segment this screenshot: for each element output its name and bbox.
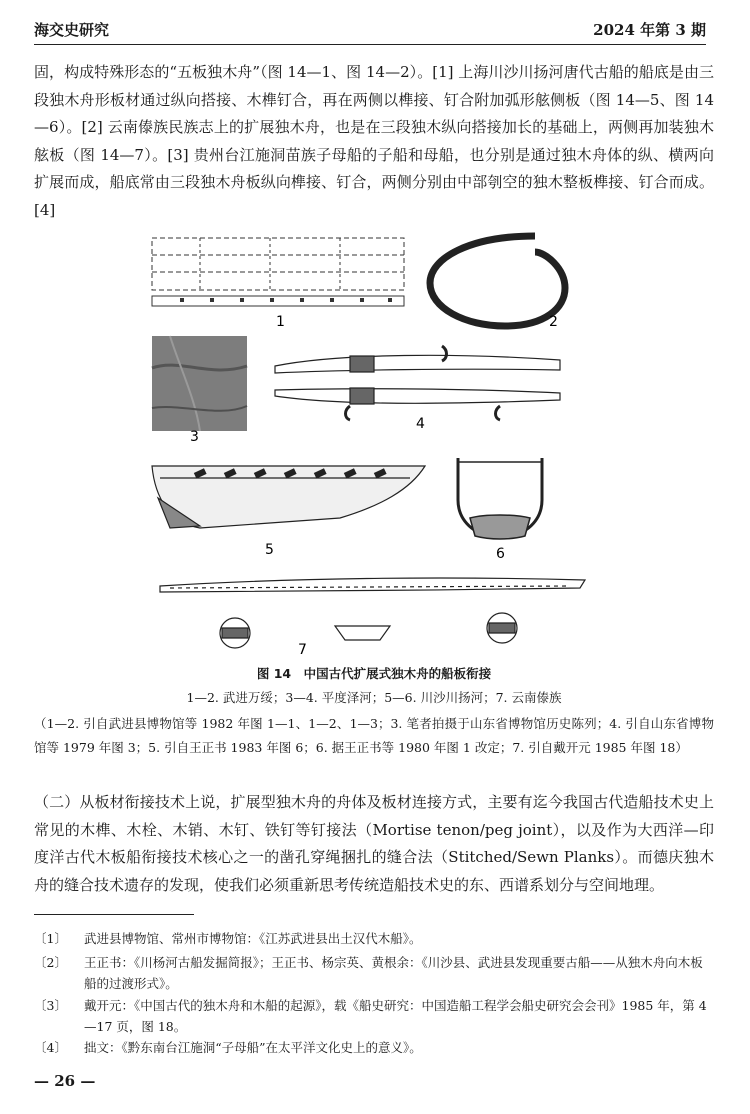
drawing-4 xyxy=(275,346,560,420)
footnote-number: 〔4〕 xyxy=(34,1040,67,1055)
drawing-3 xyxy=(152,336,247,431)
figure-caption-source: （1—2. 引自武进县博物馆等 1982 年图 1—1、1—2、1—3；3. 笔者拍摄于山东省博物馆历史陈列；4. 引自山东省博物馆等 1979 年图 3；5. 引自王正书 1983 年图 6；6. 据王正书等 1980 年图 1 改定；7. 引自戴开元 1985 年图 18） xyxy=(34,716,714,755)
figure-drawings xyxy=(140,228,590,658)
issue-label: 2024 年第 3 期 xyxy=(593,21,706,39)
figure-label-6: 6 xyxy=(496,546,505,562)
footnote-1 xyxy=(34,928,714,949)
footnote-number: 〔1〕 xyxy=(34,931,67,946)
figure-caption-legend: 1—2. 武进万绥；3—4. 平度泽河；5—6. 川沙川扬河；7. 云南傣族 xyxy=(186,690,562,705)
paragraph-2: （二）从板材衔接技术上说，扩展型独木舟的舟体及板材连接方式，主要有迄今我国古代造船技术史上常见的木榫、木栓、木销、木钉、铁钉等钉接法（Mortise tenon/peg joint），以及作为大西洋—印度洋古代木板船衔接技术核心之一的凿孔穿绳捆扎的缝合法（Stitched/Sewn Planks）。而德庆独木舟的缝合技术遗存的发现，使我们必须重新思考传统造船技术史的东、西谱系划分与空间地理。 xyxy=(34,793,714,894)
drawing-1 xyxy=(152,238,404,306)
footnote-text: 戴开元：《中国古代的独木舟和木船的起源》，载《船史研究：中国造船工程学会船史研究会会刊》1985 年，第 4—17 页，图 18。 xyxy=(84,998,707,1034)
paragraph-1: 固，构成特殊形态的“五板独木舟”（图 14—1、图 14—2）。[1] 上海川沙川扬河唐代古船的船底是由三段独木舟形板材通过纵向搭接、木榫钉合，再在两侧以榫接、钉合附加弧形舷侧板（图 14—5、图 14—6）。[2] 云南傣族民族志上的扩展独木舟，也是在三段独木纵向搭接加长的基础上，两侧再加装独木舷板（图 14—7）。[3] 贵州台江施洞苗族子母船的子船和母船，也分别是通过独木舟体的纵、横两向扩展而成，船底常由三段独木舟板纵向榫接、钉合，两侧分别由中部刳空的独木整板榫接、钉合而成。[4] xyxy=(34,63,714,219)
footnote-text: 王正书：《川杨河古船发掘简报》；王正书、杨宗英、黄根余：《川沙县、武进县发现重要古船——从独木舟向木板船的过渡形式》。 xyxy=(84,955,703,991)
footnote-text: 拙文：《黔东南台江施洞“子母船”在太平洋文化史上的意义》。 xyxy=(84,1040,422,1055)
footnote-number: 〔2〕 xyxy=(34,955,67,970)
running-header xyxy=(34,14,706,45)
drawing-7 xyxy=(160,578,585,648)
drawing-5 xyxy=(152,466,425,528)
journal-name: 海交史研究 xyxy=(34,21,110,39)
drawing-6 xyxy=(458,458,542,539)
figure-label-5: 5 xyxy=(265,542,274,558)
footnote-3 xyxy=(34,995,714,1037)
figure-caption-title: 图 14 中国古代扩展式独木舟的船板衔接 xyxy=(256,666,492,681)
footnote-4 xyxy=(34,1037,714,1058)
figure-label-1: 1 xyxy=(276,314,285,330)
footnote-2 xyxy=(34,952,714,994)
footnote-divider xyxy=(34,914,194,915)
figure-14 xyxy=(140,228,590,658)
page-number: — 26 — xyxy=(34,1072,96,1090)
figure-label-2: 2 xyxy=(549,314,558,330)
drawing-2 xyxy=(430,236,565,326)
footnote-number: 〔3〕 xyxy=(34,998,67,1013)
footnote-text: 武进县博物馆、常州市博物馆：《江苏武进县出土汉代木船》。 xyxy=(84,931,422,946)
figure-label-4: 4 xyxy=(416,416,425,432)
figure-label-7: 7 xyxy=(298,642,307,658)
figure-label-3: 3 xyxy=(190,429,199,445)
